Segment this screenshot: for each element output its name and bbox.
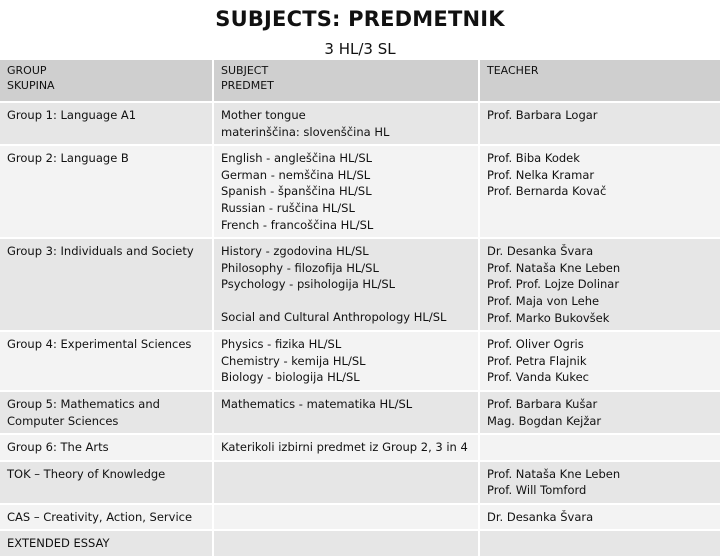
group-cell — [0, 238, 213, 331]
group-line: Group 4: Experimental Sciences — [7, 337, 192, 352]
teacher-line: Prof. Nelka Kramar — [487, 167, 595, 182]
subject-line: Spanish - španščina HL/SL — [221, 184, 372, 199]
group-line: Group 6: The Arts — [7, 440, 109, 455]
header-group-cell — [0, 60, 213, 102]
table-header-row — [0, 60, 720, 102]
teacher-cell — [479, 145, 720, 238]
subject-cell — [213, 145, 479, 238]
subject-cell — [213, 434, 479, 461]
teacher-line: Prof. Prof. Lojze Dolinar — [487, 277, 620, 292]
table-row — [0, 238, 720, 331]
header-teacher-label: TEACHER — [487, 64, 539, 77]
subject-cell — [213, 391, 479, 434]
group-cell — [0, 504, 213, 531]
subject-cell — [213, 530, 479, 557]
teacher-line: Prof. Nataša Kne Leben — [487, 260, 621, 275]
teacher-line: Prof. Nataša Kne Leben — [487, 466, 621, 481]
subject-line: History - zgodovina HL/SL — [221, 244, 369, 259]
teacher-line: Prof. Bernarda Kovač — [487, 184, 607, 199]
teacher-cell — [479, 530, 720, 557]
group-line: Group 3: Individuals and Society — [7, 244, 194, 259]
group-cell — [0, 145, 213, 238]
subjects-table — [0, 60, 720, 558]
subject-line: Philosophy - filozofija HL/SL — [221, 260, 379, 275]
header-group-line: GROUP — [7, 64, 47, 77]
table-row — [0, 102, 720, 145]
subject-line: English - angleščina HL/SL — [221, 151, 373, 166]
subject-cell — [213, 504, 479, 531]
group-line: EXTENDED ESSAY — [7, 536, 110, 551]
teacher-cell — [479, 391, 720, 434]
teacher-line: Dr. Desanka Švara — [487, 244, 594, 259]
group-line: CAS – Creativity, Action, Service — [7, 509, 193, 524]
table-row — [0, 504, 720, 531]
subject-cell — [213, 238, 479, 331]
teacher-line: Mag. Bogdan Kejžar — [487, 413, 602, 428]
table-row — [0, 530, 720, 557]
subjects-table-body — [0, 60, 720, 557]
header-group-line: SKUPINA — [7, 78, 55, 92]
teacher-cell — [479, 461, 720, 504]
table-row — [0, 434, 720, 461]
header-subject-line: SUBJECT — [221, 64, 269, 77]
table-row — [0, 461, 720, 504]
table-row — [0, 331, 720, 391]
teacher-line: Prof. Marko Bukovšek — [487, 310, 610, 325]
subject-line: Social and Cultural Anthropology HL/SL — [221, 309, 447, 324]
subject-line: Biology - biologija HL/SL — [221, 370, 360, 385]
header-subject-line: PREDMET — [221, 78, 274, 92]
subject-line: Chemistry - kemija HL/SL — [221, 353, 366, 368]
teacher-line: Prof. Barbara Kušar — [487, 396, 598, 411]
group-cell — [0, 331, 213, 391]
group-cell — [0, 391, 213, 434]
table-row — [0, 391, 720, 434]
teacher-line: Prof. Vanda Kukec — [487, 370, 589, 385]
teacher-cell — [479, 504, 720, 531]
subject-line: Psychology - psihologija HL/SL — [221, 277, 396, 292]
header-subject-cell — [213, 60, 479, 102]
group-cell — [0, 530, 213, 557]
subject-cell — [213, 461, 479, 504]
group-cell — [0, 102, 213, 145]
group-line: Group 1: Language A1 — [7, 108, 137, 122]
subject-line: Katerikoli izbirni predmet iz Group 2, 3 in 4 — [221, 440, 468, 455]
subject-line: materinščina: slovenščina HL — [221, 124, 390, 139]
group-line: TOK – Theory of Knowledge — [7, 466, 166, 481]
subject-line: Mathematics - matematika HL/SL — [221, 396, 413, 411]
subject-line: Mother tongue — [221, 108, 306, 122]
teacher-line: Prof. Petra Flajnik — [487, 353, 587, 368]
page-title: SUBJECTS: PREDMETNIK — [215, 7, 505, 31]
teacher-line: Prof. Will Tomford — [487, 483, 587, 498]
subject-line: Russian - ruščina HL/SL — [221, 200, 355, 215]
teacher-line: Prof. Maja von Lehe — [487, 293, 600, 308]
table-row — [0, 145, 720, 238]
teacher-line: Dr. Desanka Švara — [487, 509, 594, 524]
teacher-cell — [479, 434, 720, 461]
subject-line: German - nemščina HL/SL — [221, 167, 371, 182]
teacher-cell — [479, 238, 720, 331]
subject-cell — [213, 331, 479, 391]
teacher-line: Prof. Oliver Ogris — [487, 337, 584, 352]
spacer — [221, 293, 471, 309]
subject-line: French - francoščina HL/SL — [221, 217, 374, 232]
header-teacher-cell — [479, 60, 720, 102]
subject-line: Physics - fizika HL/SL — [221, 337, 342, 352]
teacher-cell — [479, 102, 720, 145]
group-line: Group 2: Language B — [7, 151, 129, 166]
teacher-cell — [479, 331, 720, 391]
group-cell — [0, 434, 213, 461]
group-line: Computer Sciences — [7, 413, 119, 428]
page-subtitle: 3 HL/3 SL — [324, 40, 396, 58]
teacher-line: Prof. Biba Kodek — [487, 151, 580, 166]
teacher-line: Prof. Barbara Logar — [487, 108, 598, 122]
group-cell — [0, 461, 213, 504]
group-line: Group 5: Mathematics and — [7, 396, 160, 411]
subject-cell — [213, 102, 479, 145]
